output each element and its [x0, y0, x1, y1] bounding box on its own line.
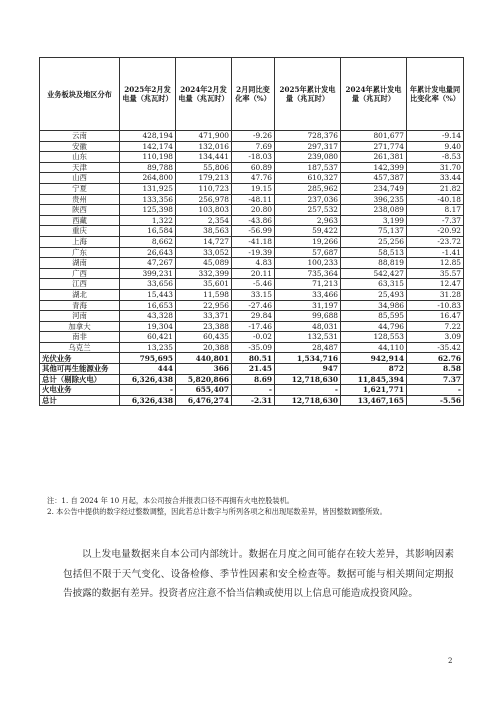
table-notes: [47, 495, 467, 518]
summary-row: [40, 364, 464, 375]
row-label-cell: 湖北: [40, 289, 120, 300]
row-label-cell: 乌克兰: [40, 342, 120, 353]
value-cell: 33,371: [176, 311, 232, 322]
value-cell: 399,231: [120, 268, 176, 279]
value-cell: -8.53: [407, 152, 464, 163]
region-row: [40, 258, 464, 269]
value-cell: 33,052: [176, 247, 232, 258]
value-cell: 19.15: [232, 183, 275, 194]
value-cell: -17.46: [232, 321, 275, 332]
row-label-cell: 火电业务: [40, 385, 120, 396]
value-cell: 125,398: [120, 205, 176, 216]
region-row: [40, 342, 464, 353]
value-cell: 942,914: [341, 353, 407, 364]
value-cell: -5.56: [407, 395, 464, 406]
value-cell: 134,441: [176, 152, 232, 163]
value-cell: 6,476,274: [176, 395, 232, 406]
value-cell: -20.92: [407, 226, 464, 237]
value-cell: 239,080: [275, 152, 341, 163]
value-cell: -40.18: [407, 194, 464, 205]
region-row: [40, 152, 464, 163]
power-generation-table: [39, 57, 464, 406]
value-cell: 271,774: [341, 141, 407, 152]
value-cell: -: [275, 385, 341, 396]
region-row: [40, 321, 464, 332]
value-cell: 261,381: [341, 152, 407, 163]
value-cell: 60,435: [176, 332, 232, 343]
value-cell: 5,820,866: [176, 374, 232, 385]
region-row: [40, 279, 464, 290]
value-cell: -35.42: [407, 342, 464, 353]
value-cell: 33.15: [232, 289, 275, 300]
header-feb-2025: 2025年2月发电量（兆瓦时）: [120, 58, 176, 131]
value-cell: 33,656: [120, 279, 176, 290]
value-cell: 1,534,716: [275, 353, 341, 364]
value-cell: 33,466: [275, 289, 341, 300]
value-cell: 440,801: [176, 353, 232, 364]
region-row: [40, 141, 464, 152]
region-row: [40, 215, 464, 226]
value-cell: 7.37: [407, 374, 464, 385]
row-label-cell: 西藏: [40, 215, 120, 226]
header-feb-2024: 2024年2月发电量（兆瓦时）: [176, 58, 232, 131]
value-cell: 234,749: [341, 183, 407, 194]
header-ytd-yoy: 年累计发电量同比变化率（%）: [407, 58, 464, 131]
value-cell: 43,328: [120, 311, 176, 322]
value-cell: 471,900: [176, 131, 232, 142]
value-cell: 103,803: [176, 205, 232, 216]
value-cell: 1,621,771: [341, 385, 407, 396]
row-label-cell: 宁夏: [40, 183, 120, 194]
value-cell: -35.09: [232, 342, 275, 353]
region-row: [40, 289, 464, 300]
row-label-cell: 上海: [40, 236, 120, 247]
row-label-cell: 加拿大: [40, 321, 120, 332]
value-cell: 33.44: [407, 173, 464, 184]
value-cell: 21.82: [407, 183, 464, 194]
value-cell: 1,322: [120, 215, 176, 226]
summary-row: [40, 395, 464, 406]
value-cell: 63,315: [341, 279, 407, 290]
value-cell: 20,388: [176, 342, 232, 353]
value-cell: 44,796: [341, 321, 407, 332]
region-row: [40, 131, 464, 142]
value-cell: 133,356: [120, 194, 176, 205]
value-cell: 801,677: [341, 131, 407, 142]
value-cell: 128,553: [341, 332, 407, 343]
value-cell: 99,688: [275, 311, 341, 322]
row-label-cell: 广西: [40, 268, 120, 279]
value-cell: 735,364: [275, 268, 341, 279]
row-label-cell: 湖南: [40, 258, 120, 269]
value-cell: -: [407, 385, 464, 396]
value-cell: 71,213: [275, 279, 341, 290]
value-cell: 13,235: [120, 342, 176, 353]
row-label-cell: 陕西: [40, 205, 120, 216]
value-cell: 26,643: [120, 247, 176, 258]
value-cell: 142,174: [120, 141, 176, 152]
value-cell: 16,584: [120, 226, 176, 237]
value-cell: 100,233: [275, 258, 341, 269]
value-cell: 23,388: [176, 321, 232, 332]
region-row: [40, 226, 464, 237]
region-row: [40, 268, 464, 279]
value-cell: 728,376: [275, 131, 341, 142]
value-cell: -: [120, 385, 176, 396]
value-cell: 3,199: [341, 215, 407, 226]
value-cell: 2,963: [275, 215, 341, 226]
value-cell: 47.76: [232, 173, 275, 184]
summary-row: [40, 374, 464, 385]
value-cell: 15,443: [120, 289, 176, 300]
value-cell: 6,326,438: [120, 374, 176, 385]
disclaimer-paragraph: 以上发电量数据来自本公司内部统计。数据在月度之间可能存在较大差异，其影响因素包括但不限于天气变化、设备检修、季节性因素和安全检查等。数据可能与相关期间定期报告披露的数据有差异。投资者应注意不恰当信赖或使用以上信息可能造成投资风险。: [63, 549, 454, 600]
value-cell: 20.80: [232, 205, 275, 216]
region-row: [40, 173, 464, 184]
value-cell: 7.69: [232, 141, 275, 152]
value-cell: -1.41: [407, 247, 464, 258]
value-cell: 179,213: [176, 173, 232, 184]
header-ytd-2024: 2024年累计发电量（兆瓦时）: [341, 58, 407, 131]
value-cell: -5.46: [232, 279, 275, 290]
table-header-row: [40, 58, 464, 131]
header-feb-yoy: 2月同比变化率（%）: [232, 58, 275, 131]
value-cell: 28,487: [275, 342, 341, 353]
value-cell: 7.22: [407, 321, 464, 332]
value-cell: -18.03: [232, 152, 275, 163]
value-cell: -19.39: [232, 247, 275, 258]
value-cell: 35.57: [407, 268, 464, 279]
value-cell: -23.72: [407, 236, 464, 247]
value-cell: 947: [275, 364, 341, 375]
value-cell: 297,317: [275, 141, 341, 152]
value-cell: -9.26: [232, 131, 275, 142]
value-cell: 396,235: [341, 194, 407, 205]
row-label-cell: 山西: [40, 173, 120, 184]
value-cell: -43.86: [232, 215, 275, 226]
value-cell: 132,016: [176, 141, 232, 152]
value-cell: 62.76: [407, 353, 464, 364]
value-cell: 8.58: [407, 364, 464, 375]
region-row: [40, 300, 464, 311]
row-label-cell: 光伏业务: [40, 353, 120, 364]
row-label-cell: 河南: [40, 311, 120, 322]
value-cell: 13,467,165: [341, 395, 407, 406]
value-cell: 29.84: [232, 311, 275, 322]
page-number: 2: [448, 657, 453, 665]
value-cell: -7.37: [407, 215, 464, 226]
value-cell: 19,266: [275, 236, 341, 247]
value-cell: 31.28: [407, 289, 464, 300]
value-cell: -: [232, 385, 275, 396]
row-label-cell: 云南: [40, 131, 120, 142]
value-cell: 45,089: [176, 258, 232, 269]
row-label-cell: 安徽: [40, 141, 120, 152]
value-cell: 142,399: [341, 162, 407, 173]
value-cell: 428,194: [120, 131, 176, 142]
value-cell: 264,800: [120, 173, 176, 184]
value-cell: 47,267: [120, 258, 176, 269]
value-cell: 59,422: [275, 226, 341, 237]
value-cell: 2,354: [176, 215, 232, 226]
row-label-cell: 天津: [40, 162, 120, 173]
value-cell: 38,563: [176, 226, 232, 237]
value-cell: 25,493: [341, 289, 407, 300]
value-cell: 457,387: [341, 173, 407, 184]
row-label-cell: 重庆: [40, 226, 120, 237]
value-cell: 16.47: [407, 311, 464, 322]
region-row: [40, 247, 464, 258]
value-cell: 85,595: [341, 311, 407, 322]
note-2: 2. 本公告中提供的数字经过整数调整，因此若总计数字与所列各项之和出现尾数差异，皆因整数调整所致。: [47, 507, 387, 517]
row-label-cell: 青海: [40, 300, 120, 311]
value-cell: 22,956: [176, 300, 232, 311]
value-cell: 332,399: [176, 268, 232, 279]
value-cell: 31.70: [407, 162, 464, 173]
value-cell: 16,653: [120, 300, 176, 311]
value-cell: 795,695: [120, 353, 176, 364]
value-cell: 11,845,394: [341, 374, 407, 385]
row-label-cell: 其他可再生能源业务: [40, 364, 120, 375]
value-cell: 131,925: [120, 183, 176, 194]
value-cell: 58,513: [341, 247, 407, 258]
value-cell: 88,819: [341, 258, 407, 269]
value-cell: 256,978: [176, 194, 232, 205]
value-cell: 35,601: [176, 279, 232, 290]
value-cell: 132,531: [275, 332, 341, 343]
value-cell: 366: [176, 364, 232, 375]
value-cell: 3.09: [407, 332, 464, 343]
header-ytd-2025: 2025年累计发电量（兆瓦时）: [275, 58, 341, 131]
value-cell: -41.18: [232, 236, 275, 247]
value-cell: 285,962: [275, 183, 341, 194]
value-cell: 31,197: [275, 300, 341, 311]
note-1: 注：1. 自 2024 年 10 月起，本公司按合并报表口径不再拥有火电控股装机。: [47, 496, 294, 505]
value-cell: 237,036: [275, 194, 341, 205]
value-cell: 14,727: [176, 236, 232, 247]
value-cell: 60,421: [120, 332, 176, 343]
region-row: [40, 183, 464, 194]
row-label-cell: 南非: [40, 332, 120, 343]
summary-row: [40, 385, 464, 396]
value-cell: 872: [341, 364, 407, 375]
value-cell: 55,806: [176, 162, 232, 173]
value-cell: 610,327: [275, 173, 341, 184]
value-cell: 60.89: [232, 162, 275, 173]
value-cell: 75,137: [341, 226, 407, 237]
value-cell: 12,718,630: [275, 395, 341, 406]
row-label-cell: 江西: [40, 279, 120, 290]
value-cell: 110,723: [176, 183, 232, 194]
value-cell: 25,256: [341, 236, 407, 247]
region-row: [40, 311, 464, 322]
value-cell: -2.31: [232, 395, 275, 406]
value-cell: 48,031: [275, 321, 341, 332]
value-cell: 238,089: [341, 205, 407, 216]
value-cell: 9.40: [407, 141, 464, 152]
row-label-cell: 山东: [40, 152, 120, 163]
value-cell: -9.14: [407, 131, 464, 142]
value-cell: 12,718,630: [275, 374, 341, 385]
value-cell: 655,407: [176, 385, 232, 396]
region-row: [40, 194, 464, 205]
value-cell: 8,662: [120, 236, 176, 247]
value-cell: 80.51: [232, 353, 275, 364]
table-body: [40, 131, 464, 406]
value-cell: -48.11: [232, 194, 275, 205]
value-cell: 20.11: [232, 268, 275, 279]
region-row: [40, 332, 464, 343]
value-cell: 44,110: [341, 342, 407, 353]
value-cell: -27.46: [232, 300, 275, 311]
value-cell: 12.47: [407, 279, 464, 290]
value-cell: 12.85: [407, 258, 464, 269]
row-label-cell: 总计: [40, 395, 120, 406]
value-cell: 4.83: [232, 258, 275, 269]
summary-row: [40, 353, 464, 364]
value-cell: 21.45: [232, 364, 275, 375]
value-cell: 110,198: [120, 152, 176, 163]
region-row: [40, 236, 464, 247]
value-cell: -0.02: [232, 332, 275, 343]
region-row: [40, 162, 464, 173]
value-cell: 11,598: [176, 289, 232, 300]
value-cell: 89,788: [120, 162, 176, 173]
value-cell: 8.69: [232, 374, 275, 385]
row-label-cell: 贵州: [40, 194, 120, 205]
value-cell: 8.17: [407, 205, 464, 216]
value-cell: 6,326,438: [120, 395, 176, 406]
value-cell: 34,986: [341, 300, 407, 311]
value-cell: 444: [120, 364, 176, 375]
region-row: [40, 205, 464, 216]
value-cell: 187,537: [275, 162, 341, 173]
value-cell: -10.83: [407, 300, 464, 311]
row-label-cell: 广东: [40, 247, 120, 258]
value-cell: 257,532: [275, 205, 341, 216]
value-cell: 19,304: [120, 321, 176, 332]
row-label-cell: 总计（剔除火电）: [40, 374, 120, 385]
value-cell: 57,687: [275, 247, 341, 258]
value-cell: -56.99: [232, 226, 275, 237]
header-region: 业务板块及地区分布: [40, 58, 120, 131]
value-cell: 542,427: [341, 268, 407, 279]
